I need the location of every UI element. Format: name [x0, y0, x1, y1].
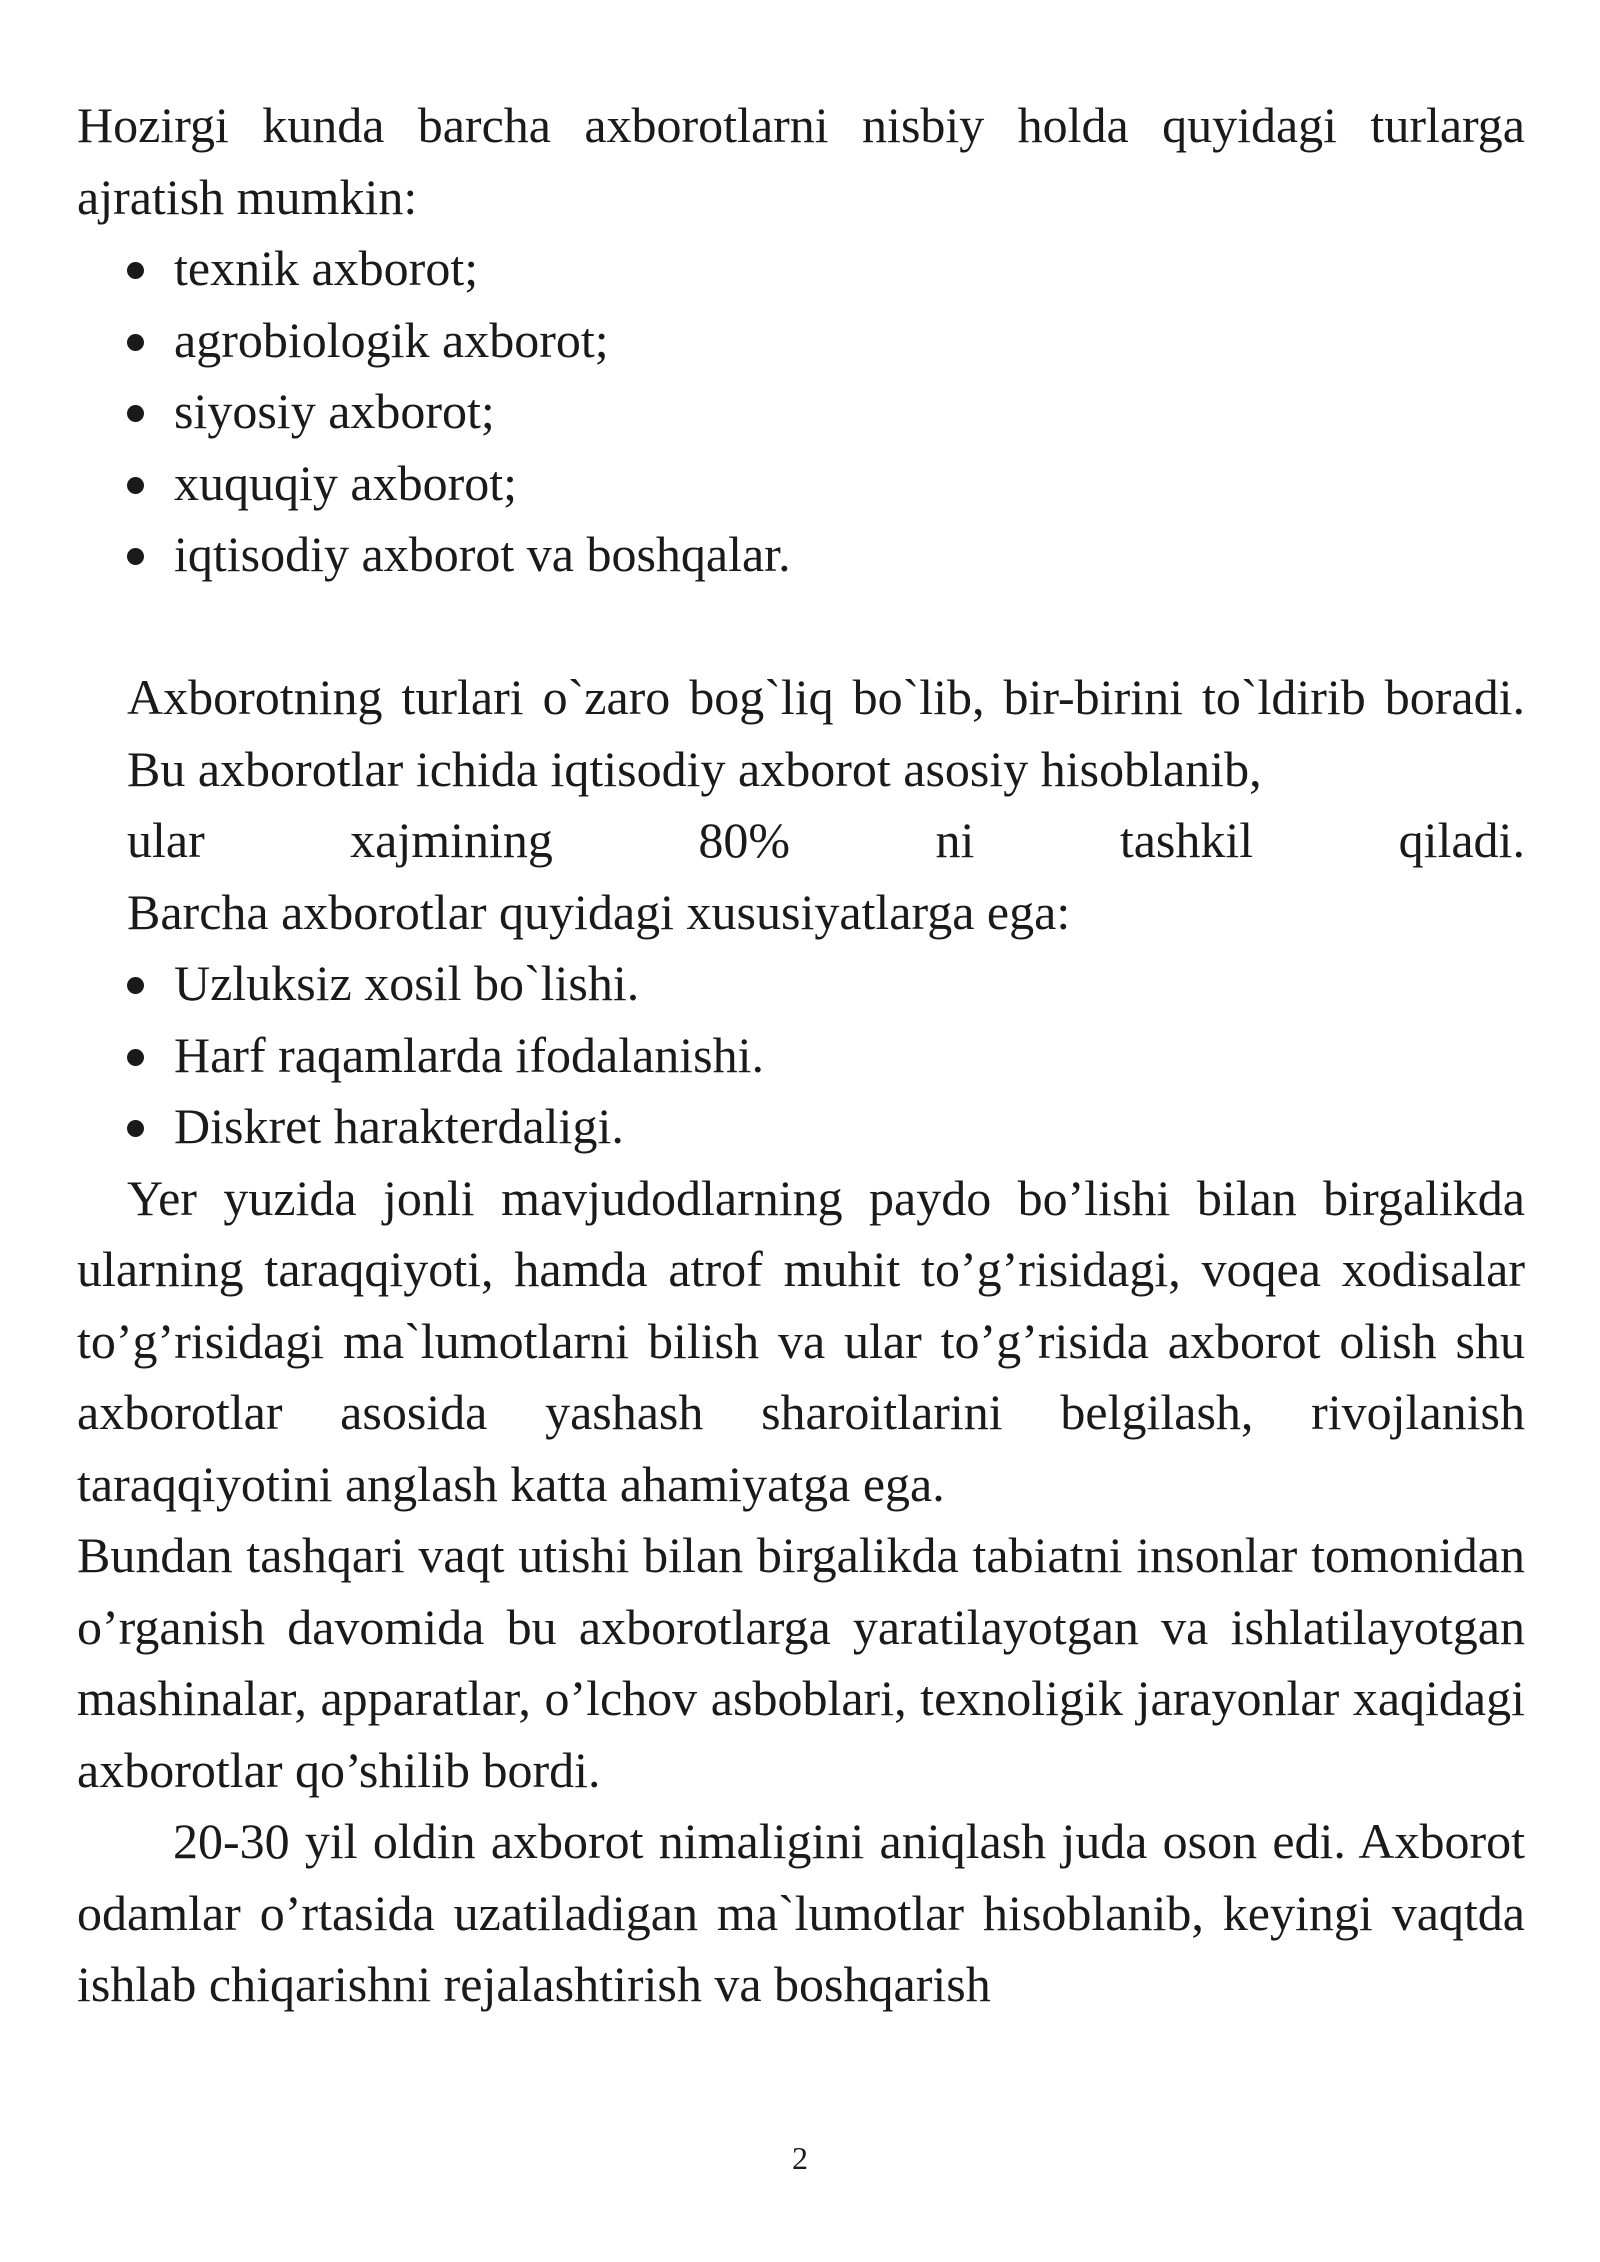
- list-item: [77, 1020, 1525, 1092]
- bullet-icon: [127, 948, 167, 1020]
- list-item: [77, 1091, 1525, 1163]
- list-item-text: agrobiologik axborot;: [174, 311, 609, 368]
- list-item: [77, 305, 1525, 377]
- list-item-text: siyosiy axborot;: [174, 383, 495, 439]
- page-number: 2: [792, 2140, 808, 2176]
- properties-list: [77, 948, 1525, 1163]
- spread-word: tashkil: [1119, 812, 1254, 868]
- bullet-icon: [127, 233, 167, 305]
- list-item-text: Uzluksiz xosil bo`lishi.: [174, 955, 640, 1011]
- bullet-icon: [127, 376, 167, 448]
- paragraph-spacer: [77, 591, 1525, 663]
- list-item: [77, 376, 1525, 448]
- list-item-text: Harf raqamlarda ifodalanishi.: [174, 1026, 765, 1083]
- spread-word: xajmining: [350, 812, 553, 868]
- machines-paragraph: Bundan tashqari vaqt utishi bilan birgalikda tabiatni insonlar tomonidan o’rganish davomida bu axborotlarga yaratilayotgan va ishlatilayotgan mashinalar, apparatlar, o’lchov asboblari, texnoligik jarayonlar xaqidagi axborotlar qo’shilib bordi.: [77, 1527, 1525, 1798]
- list-item-text: texnik axborot;: [174, 240, 479, 296]
- spread-word: qiladi.: [1398, 812, 1525, 868]
- bullet-icon: [127, 1091, 167, 1163]
- list-item-text: iqtisodiy axborot va boshqalar.: [174, 526, 791, 582]
- information-types-list: [77, 233, 1525, 591]
- bullet-icon: [127, 448, 167, 520]
- intro-paragraph: Hozirgi kunda barcha axborotlarni nisbiy holda quyidagi turlarga ajratish mumkin:: [77, 97, 1525, 225]
- relation-text: Axborotning turlari o`zaro bog`liq bo`lib, bir-birini to`ldirib boradi. Bu axborotlar ichida iqtisodiy axborot asosiy hisoblanib,: [127, 669, 1525, 797]
- history-paragraph: 20-30 yil oldin axborot nimaligini aniqlash juda oson edi. Axborot odamlar o’rtasida uzatiladigan ma`lumotlar hisoblanib, keyingi vaqtda ishlab chiqarishni rejalashtirish va boshqarish: [77, 1813, 1525, 2012]
- relation-paragraph: [77, 662, 1525, 948]
- life-paragraph: Yer yuzida jonli mavjudodlarning paydo bo’lishi bilan birgalikda ularning taraqqiyoti, hamda atrof muhit to’g’risidagi, voqea xodisalar to’g’risidagi ma`lumotlarni bilish va ular to’g’risida axborot olish shu axborotlar asosida yashash sharoitlarini belgilash, rivojlanish taraqqiyotini anglash katta ahamiyatga ega.: [77, 1169, 1525, 1512]
- list-item-text: xuquqiy axborot;: [174, 454, 518, 511]
- properties-intro: Barcha axborotlar quyidagi xususiyatlarga ega:: [127, 883, 1071, 940]
- bullet-icon: [127, 305, 167, 377]
- spread-word: ni: [935, 812, 975, 868]
- list-item: [77, 233, 1525, 305]
- relation-spread-line: [127, 805, 1525, 877]
- bullet-icon: [127, 1020, 167, 1092]
- spread-word: 80%: [698, 812, 791, 868]
- list-item: [77, 448, 1525, 520]
- list-item: [77, 948, 1525, 1020]
- list-item: [77, 519, 1525, 591]
- bullet-icon: [127, 519, 167, 591]
- spread-word: ular: [127, 812, 205, 868]
- document-page: [77, 90, 1525, 2021]
- list-item-text: Diskret harakterdaligi.: [174, 1098, 624, 1154]
